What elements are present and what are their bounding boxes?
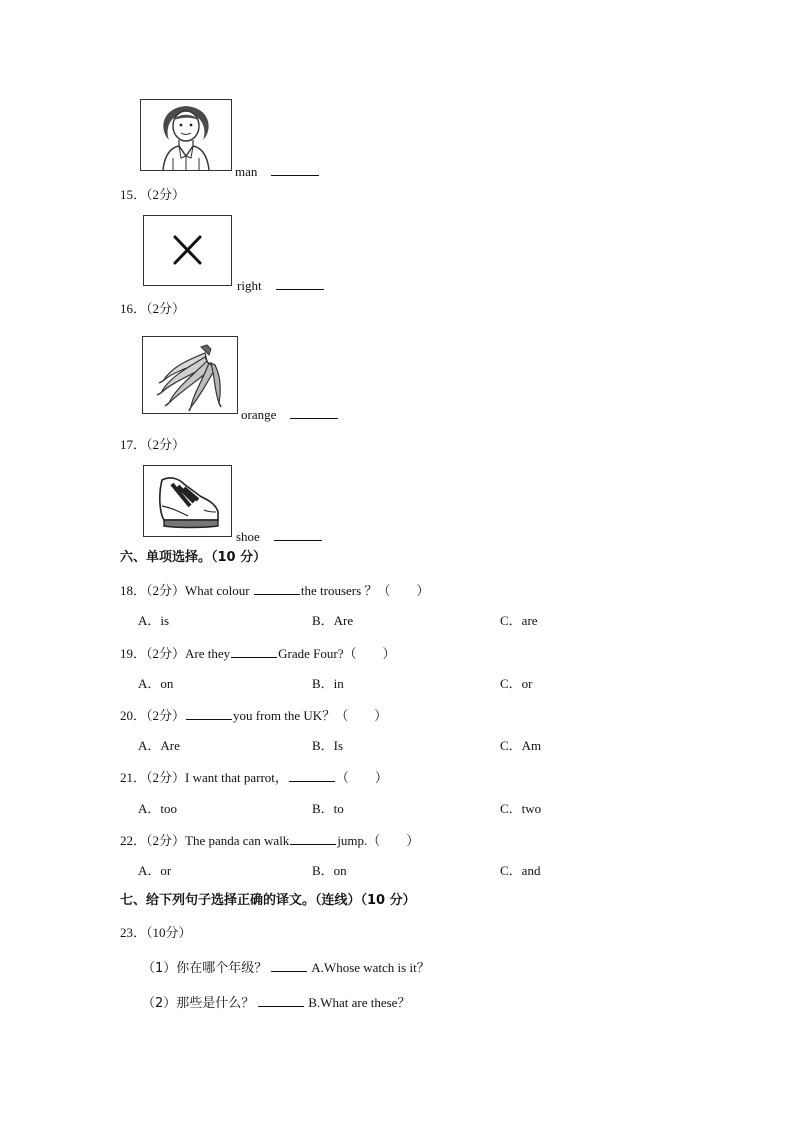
option-a[interactable]: A．Are: [138, 738, 180, 753]
picture-word: shoe: [236, 529, 260, 544]
answer-blank[interactable]: [276, 277, 324, 290]
chinese-sentence: （2）那些是什么？: [142, 996, 255, 1011]
picture-box-cross: [143, 215, 232, 286]
question-21: [120, 769, 388, 786]
answer-blank[interactable]: [254, 582, 300, 595]
question-stem-pre: 22．（2分）The panda can walk: [120, 833, 290, 848]
picture-box-sneaker: [143, 465, 232, 537]
option-c[interactable]: C．are: [500, 613, 538, 628]
sneaker-icon: [144, 466, 231, 536]
question-stem-post: you from the UK？（ ）: [233, 708, 388, 723]
option-a[interactable]: A．is: [138, 613, 170, 628]
question-16-number: 16．（2分）: [120, 301, 186, 316]
picture-word: right: [237, 278, 262, 293]
picture-box-bananas: [142, 336, 238, 414]
question-18: [120, 582, 429, 599]
answer-blank[interactable]: [274, 528, 322, 541]
answer-blank[interactable]: [289, 769, 335, 782]
section-6-title: 六、单项选择。（10 分）: [120, 550, 267, 565]
option-c[interactable]: C．and: [500, 863, 541, 878]
option-c[interactable]: C．Am: [500, 738, 542, 753]
answer-blank[interactable]: [271, 959, 307, 972]
answer-blank[interactable]: [290, 406, 338, 419]
picture-word-orange: [241, 406, 338, 423]
cross-mark-icon: [144, 216, 231, 285]
option-a[interactable]: A．too: [138, 801, 178, 816]
answer-blank[interactable]: [290, 832, 336, 845]
section-7-title: 七、给下列句子选择正确的译文。（连线）（10 分）: [120, 893, 416, 908]
picture-word-man: [235, 163, 319, 180]
option-a[interactable]: A．or: [138, 863, 172, 878]
question-stem-pre: 20．（2分）: [120, 708, 186, 723]
picture-box-woman: [140, 99, 232, 171]
question-stem-pre: 19．（2分）Are they: [120, 646, 231, 661]
question-23-number: 23．（10分）: [120, 925, 192, 940]
picture-word: orange: [241, 407, 277, 422]
answer-blank[interactable]: [186, 707, 232, 720]
option-a[interactable]: A．on: [138, 676, 174, 691]
question-stem-post: Grade Four?（ ）: [278, 646, 396, 661]
option-b[interactable]: B．in: [312, 676, 344, 691]
question-stem-pre: 18．（2分）What colour: [120, 583, 253, 598]
answer-blank[interactable]: [271, 163, 319, 176]
question-stem-post: the trousers ？（ ）: [300, 583, 430, 598]
matching-line-2: [142, 994, 410, 1012]
picture-word-right: [237, 277, 324, 294]
option-c[interactable]: C．two: [500, 801, 542, 816]
question-stem-pre: 21．（2分）I want that parrot，: [120, 770, 288, 785]
option-c[interactable]: C．or: [500, 676, 533, 691]
question-stem-post: （ ）: [335, 770, 388, 785]
question-17-number: 17．（2分）: [120, 437, 186, 452]
picture-word-shoe: [236, 528, 322, 545]
question-15-number: 15．（2分）: [120, 187, 186, 202]
question-stem-post: jump.（ ）: [337, 833, 420, 848]
bananas-icon: [143, 337, 237, 413]
picture-word: man: [235, 164, 258, 179]
answer-blank[interactable]: [231, 645, 277, 658]
matching-line-1: [142, 959, 430, 977]
option-b[interactable]: B．on: [312, 863, 347, 878]
question-22: [120, 832, 419, 849]
woman-portrait-icon: [141, 100, 231, 170]
question-19: [120, 645, 395, 662]
english-option: B.What are these？: [308, 995, 411, 1010]
option-b[interactable]: B．Are: [312, 613, 354, 628]
chinese-sentence: （1）你在哪个年级？: [142, 961, 268, 976]
option-b[interactable]: B．to: [312, 801, 344, 816]
option-b[interactable]: B．Is: [312, 738, 344, 753]
english-option: A.Whose watch is it？: [311, 960, 430, 975]
question-20: [120, 707, 387, 724]
answer-blank[interactable]: [258, 994, 304, 1007]
